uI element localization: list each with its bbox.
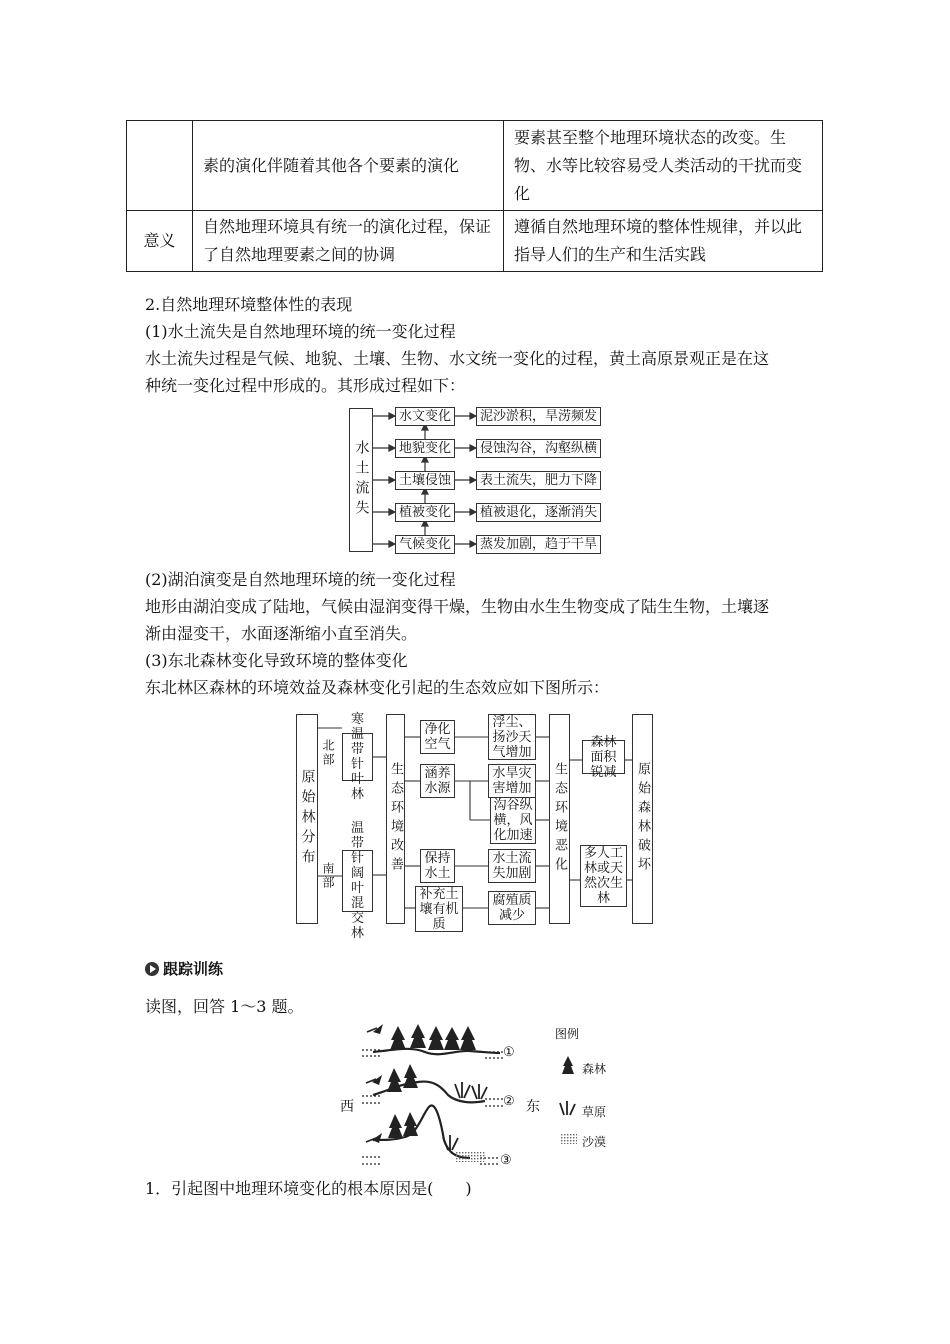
question-1: 1．引起图中地理环境变化的根本原因是( ) xyxy=(145,1179,472,1198)
paragraph: 东北林区森林的环境效益及森林变化引起的生态效应如下图所示： xyxy=(145,678,610,697)
change-box: 土壤侵蚀 xyxy=(395,471,455,490)
worsen-box: 生态环境恶化 xyxy=(549,714,570,924)
north-forest-box: 寒温带针叶林 xyxy=(342,733,373,781)
result-box: 侵蚀沟谷，沟壑纵横 xyxy=(476,439,601,458)
table-cell: 意义 xyxy=(127,211,193,272)
paragraph: 水土流失过程是气候、地貌、土壤、生物、水文统一变化的过程，黄土高原景观正是在这 xyxy=(145,349,770,368)
east-label: 东 xyxy=(526,1099,540,1115)
south-label: 南部 xyxy=(321,862,335,890)
change-box: 地貌变化 xyxy=(395,439,455,458)
benefit-box: 涵养水源 xyxy=(420,764,455,798)
soil-erosion-box: 水土流失 xyxy=(349,408,373,552)
change-box: 气候变化 xyxy=(395,535,455,554)
result-box: 表土流失，肥力下降 xyxy=(476,471,601,490)
row-label: ③ xyxy=(500,1153,512,1168)
benefit-box: 净化空气 xyxy=(420,720,455,754)
table-cell: 素的演化伴随着其他各个要素的演化 xyxy=(193,121,504,211)
paragraph: 种统一变化过程中形成的。其形成过程如下： xyxy=(145,376,466,395)
forest-destroy-box: 原始森林破坏 xyxy=(632,714,653,924)
effect-box: 水旱灾害增加 xyxy=(488,764,536,798)
cause-box: 多人工林或天然次生林 xyxy=(580,845,627,907)
change-box: 水文变化 xyxy=(395,407,455,426)
question-intro: 读图，回答 1～3 题。 xyxy=(145,997,304,1016)
paragraph: 渐由湿变干，水面逐渐缩小直至消失。 xyxy=(145,624,418,643)
table-cell: 遵循自然地理环境的整体性规律，并以此指导人们的生产和生活实践 xyxy=(504,211,823,272)
subheading: (2)湖泊演变是自然地理环境的统一变化过程 xyxy=(145,570,456,589)
change-box: 植被变化 xyxy=(395,503,455,522)
effect-box: 沟谷纵横，风化加速 xyxy=(490,797,536,844)
table-cell: 要素甚至整个地理环境状态的改变。生物、水等比较容易受人类活动的干扰而变化 xyxy=(504,121,823,211)
table-cell: 自然地理环境具有统一的演化过程，保证了自然地理要素之间的协调 xyxy=(193,211,504,272)
legend-title: 图例 xyxy=(555,1027,580,1041)
row-label: ② xyxy=(503,1094,515,1109)
row-label: ① xyxy=(503,1045,515,1060)
legend-forest: 森林 xyxy=(582,1062,607,1076)
effect-box: 水土流失加剧 xyxy=(488,849,536,883)
result-box: 蒸发加剧，趋于干旱 xyxy=(476,535,601,554)
west-label: 西 xyxy=(340,1099,354,1115)
result-box: 植被退化，逐渐消失 xyxy=(476,503,601,522)
improve-box: 生态环境改善 xyxy=(386,714,405,924)
benefit-box: 补充土壤有机质 xyxy=(415,886,463,932)
legend-desert: 沙漠 xyxy=(582,1135,607,1149)
north-label: 北部 xyxy=(321,739,335,767)
subheading: (3)东北森林变化导致环境的整体变化 xyxy=(145,651,408,670)
subheading: (1)水土流失是自然地理环境的统一变化过程 xyxy=(145,322,456,341)
practice-title: 跟踪训练 xyxy=(163,960,224,978)
cause-box: 森林面积锐减 xyxy=(582,740,625,774)
south-forest-box: 温带针阔叶混交林 xyxy=(342,850,373,912)
legend-grassland: 草原 xyxy=(582,1105,607,1119)
effect-box: 腐殖质减少 xyxy=(488,891,536,925)
benefit-box: 保持水土 xyxy=(420,849,455,883)
origin-forest-box: 原始林分布 xyxy=(296,714,318,924)
effect-box: 浮尘、扬沙天气增加 xyxy=(488,714,536,760)
section-heading: 2.自然地理环境整体性的表现 xyxy=(145,295,353,314)
result-box: 泥沙淤积，旱涝频发 xyxy=(476,407,601,426)
paragraph: 地形由湖泊变成了陆地，气候由湿润变得干燥，生物由水生生物变成了陆生生物，土壤逐 xyxy=(145,597,770,616)
